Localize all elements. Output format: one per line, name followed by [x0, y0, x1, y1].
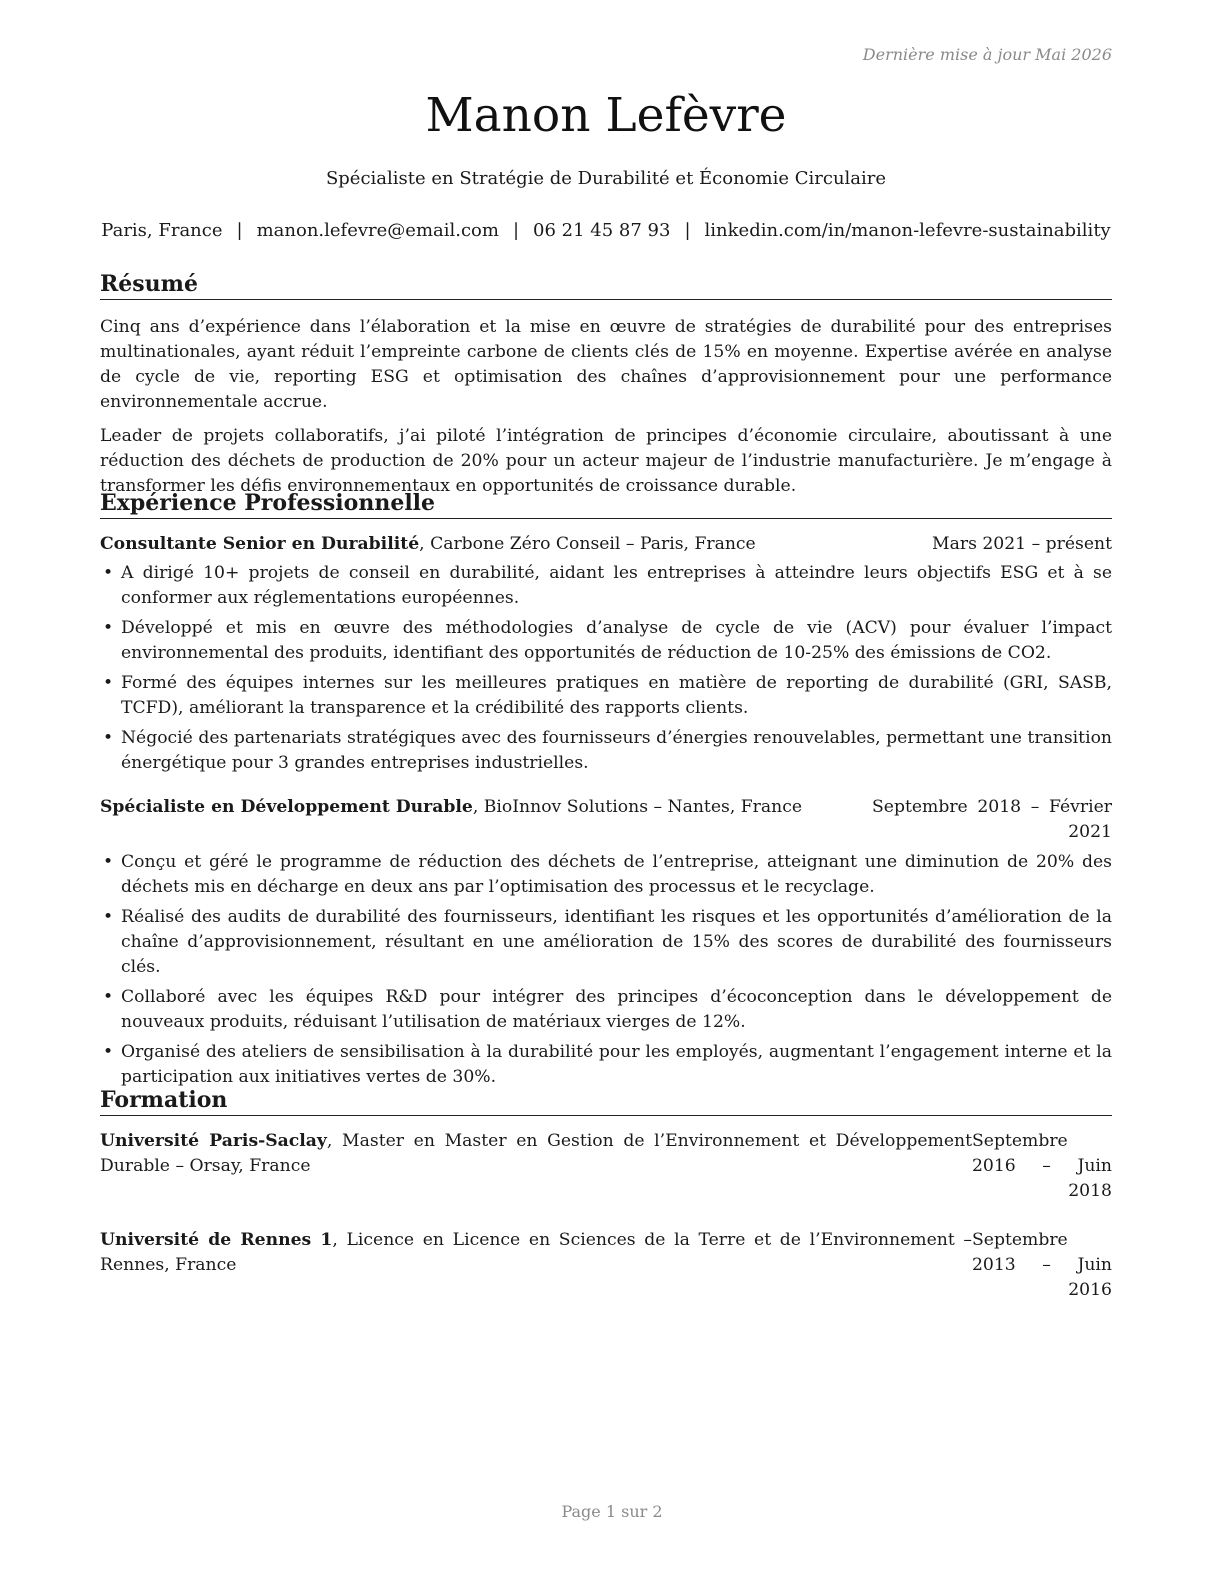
- summary-paragraph: Cinq ans d’expérience dans l’élaboration et la mise en œuvre de stratégies de durabilité pour des entreprises multinationales, ayant réduit l’empreinte carbone de clients clés de 15% en moyenne. Expertise avérée en analyse de cycle de vie, reporting ESG et optimisation des chaînes d’approvisionnement pour une performance environnementale accrue.: [100, 317, 1112, 412]
- experience-section: [100, 489, 1112, 1095]
- candidate-name: Manon Lefèvre: [425, 88, 787, 143]
- job-dates: Septembre 2018 – Février 2021: [872, 797, 1112, 842]
- contact-location: Paris, France: [101, 220, 223, 241]
- job-role: Consultante Senior en Durabilité: [100, 534, 420, 554]
- job-bullet-text: Réalisé des audits de durabilité des fournisseurs, identifiant les risques et les opportunités d’amélioration de la chaîne d’approvisionnement, résultant en une amélioration de 15% des scores de durabilité des fournisseurs clés.: [121, 907, 1112, 977]
- job-bullet-text: Développé et mis en œuvre des méthodologies d’analyse de cycle de vie (ACV) pour évaluer l’impact environnemental des produits, identifiant des opportunités de réduction de 10-25% des émissions de CO2.: [121, 618, 1112, 663]
- job-dates: Mars 2021 – présent: [932, 534, 1112, 554]
- job-bullet: • Organisé des ateliers de sensibilisation à la durabilité pour les employés, augmentant l’engagement interne et la participation aux initiatives vertes de 30%.: [103, 1042, 1112, 1087]
- last-updated: Dernière mise à jour Mai 2026: [862, 45, 1112, 64]
- job-company: , Carbone Zéro Conseil – Paris, France: [419, 534, 756, 554]
- job-bullet-text: A dirigé 10+ projets de conseil en durabilité, aidant les entreprises à atteindre leurs objectifs ESG et à se conformer aux réglementations européennes.: [121, 563, 1112, 608]
- job-title-line: [100, 795, 872, 820]
- education-title: Formation: [100, 1086, 1112, 1116]
- job-bullet: • Collaboré avec les équipes R&D pour intégrer des principes d’écoconception dans le développement de nouveaux produits, réduisant l’utilisation de matériaux vierges de 12%.: [103, 987, 1112, 1032]
- job-role: Spécialiste en Développement Durable: [100, 797, 473, 817]
- job-bullet-text: Organisé des ateliers de sensibilisation à la durabilité pour les employés, augmentant l’engagement interne et la participation aux initiatives vertes de 30%.: [121, 1042, 1112, 1087]
- education-dates: Septembre 2016 – Juin 2018: [972, 1131, 1112, 1201]
- job-bullet: • Conçu et géré le programme de réduction des déchets de l’entreprise, atteignant une diminution de 20% des déchets mis en décharge en deux ans par l’optimisation des processus et le recyclage.: [103, 852, 1112, 897]
- job-header: [100, 532, 1112, 557]
- job-company: , BioInnov Solutions – Nantes, France: [472, 797, 802, 817]
- education-detail-line: [100, 1129, 972, 1179]
- job-entry: [100, 795, 1112, 1090]
- job-bullet: • Réalisé des audits de durabilité des fournisseurs, identifiant les risques et les opportunités d’amélioration de la chaîne d’approvisionnement, résultant en une amélioration de 15% des scores de durabilité des fournisseurs clés.: [103, 907, 1112, 977]
- job-bullet-text: Négocié des partenariats stratégiques avec des fournisseurs d’énergies renouvelables, permettant une transition énergétique pour 3 grandes entreprises industrielles.: [121, 728, 1112, 773]
- job-bullet-text: Formé des équipes internes sur les meilleures pratiques en matière de reporting de durabilité (GRI, SASB, TCFD), améliorant la transparence et la crédibilité des rapports clients.: [121, 673, 1112, 718]
- education-school: Université de Rennes 1: [100, 1230, 333, 1250]
- education-entry: [100, 1129, 1112, 1204]
- job-bullet: • Développé et mis en œuvre des méthodologies d’analyse de cycle de vie (ACV) pour évaluer l’impact environnemental des produits, identifiant des opportunités de réduction de 10-25% des émissions de CO2.: [103, 618, 1112, 663]
- education-detail: , Master en Master en Gestion de l’Environnement et Développement Durable – Orsay, France: [100, 1131, 972, 1176]
- experience-title: Expérience Professionnelle: [100, 489, 1112, 519]
- job-bullets: [100, 561, 1112, 776]
- education-detail-line: [100, 1228, 972, 1278]
- contact-line: [100, 218, 1112, 244]
- contact-separator: |: [512, 220, 520, 241]
- summary-section: [100, 270, 1112, 499]
- job-bullet-text: Conçu et géré le programme de réduction des déchets de l’entreprise, atteignant une diminution de 20% des déchets mis en décharge en deux ans par l’optimisation des processus et le recyclage.: [121, 852, 1112, 897]
- job-title-line: [100, 532, 932, 557]
- contact-email[interactable]: manon.lefevre@email.com: [256, 220, 499, 241]
- education-detail: , Licence en Licence en Sciences de la Terre et de l’Environnement – Rennes, France: [100, 1230, 972, 1275]
- education-entry: [100, 1228, 1112, 1303]
- education-school: Université Paris-Saclay: [100, 1131, 327, 1151]
- education-section: [100, 1086, 1112, 1303]
- contact-linkedin[interactable]: linkedin.com/in/manon-lefevre-sustainability: [704, 220, 1111, 241]
- contact-separator: |: [236, 220, 243, 241]
- job-entry: [100, 532, 1112, 776]
- job-bullet: • Formé des équipes internes sur les meilleures pratiques en matière de reporting de durabilité (GRI, SASB, TCFD), améliorant la transparence et la crédibilité des rapports clients.: [103, 673, 1112, 718]
- job-bullet: • Négocié des partenariats stratégiques avec des fournisseurs d’énergies renouvelables, permettant une transition énergétique pour 3 grandes entreprises industrielles.: [103, 728, 1112, 773]
- contact-separator: |: [684, 220, 691, 241]
- job-bullet-text: Collaboré avec les équipes R&D pour intégrer des principes d’écoconception dans le développement de nouveaux produits, réduisant l’utilisation de matériaux vierges de 12%.: [121, 987, 1112, 1032]
- contact-phone[interactable]: 06 21 45 87 93: [533, 220, 671, 241]
- summary-title: Résumé: [100, 270, 1112, 300]
- page-number: Page 1 sur 2: [561, 1502, 663, 1521]
- education-dates: Septembre 2013 – Juin 2016: [972, 1230, 1112, 1300]
- job-bullet: • A dirigé 10+ projets de conseil en durabilité, aidant les entreprises à atteindre leurs objectifs ESG et à se conformer aux réglementations européennes.: [103, 563, 1112, 608]
- job-header: [100, 795, 1112, 845]
- candidate-subtitle: Spécialiste en Stratégie de Durabilité et Économie Circulaire: [325, 168, 887, 189]
- job-bullets: [100, 850, 1112, 1090]
- summary-paragraph: Leader de projets collaboratifs, j’ai piloté l’intégration de principes d’économie circulaire, aboutissant à une réduction des déchets de production de 20% pour un acteur majeur de l’industrie manufacturière. Je m’engage à transformer les défis environnementaux en opportunités de croissance durable.: [100, 426, 1112, 496]
